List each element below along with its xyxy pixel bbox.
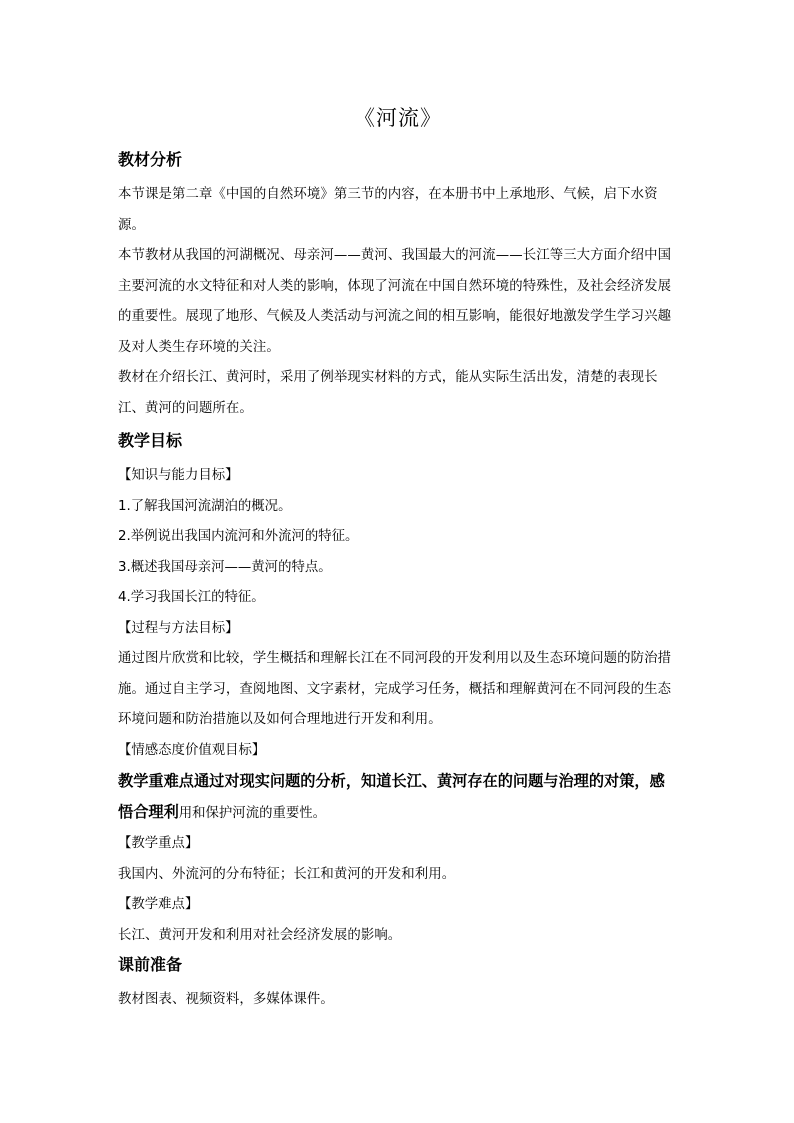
difficult-text: 长江、黄河开发和利用对社会经济发展的影响。 (118, 927, 402, 943)
emotion-bold-text: 教学重难点通过对现实问题的分析，知道长江、黄河存在的问题与治理的对策，感悟合理利 (118, 772, 665, 821)
analysis-paragraph-3: 教材在介绍长江、黄河时，采用了例举现实材料的方式，能从实际生活出发，清楚的表现长江、黄河的问题所在。 (118, 370, 658, 416)
process-label: 【过程与方法目标】 (118, 620, 239, 636)
emotion-normal-text: 用和保护河流的重要性。 (178, 805, 327, 821)
heading-prep: 课前准备 (118, 955, 183, 974)
key-label: 【教学重点】 (118, 836, 199, 851)
emotion-label: 【情感态度价值观目标】 (118, 742, 266, 758)
heading-goals: 教学目标 (118, 431, 183, 450)
process-text: 通过图片欣赏和比较，学生概括和理解长江在不同河段的开发利用以及生态环境问题的防治措施。通过自主学习，查阅地图、文字素材，完成学习任务，概括和理解黄河在不同河段的生态环境问题和防治措施以及如何合理地进行开发和利用。 (118, 651, 672, 727)
key-text: 我国内、外流河的分布特征；长江和黄河的开发和利用。 (118, 866, 456, 882)
knowledge-item-4: 4.学习我国长江的特征。 (118, 590, 265, 605)
knowledge-item-2: 2.举例说出我国内流河和外流河的特征。 (118, 529, 359, 544)
document-title: 《河流》 (354, 106, 442, 130)
prep-text: 教材图表、视频资料，多媒体课件。 (118, 992, 334, 1007)
emotion-text (118, 766, 678, 829)
knowledge-label: 【知识与能力目标】 (118, 468, 239, 483)
document-page (118, 102, 678, 1016)
difficult-label: 【教学难点】 (118, 897, 199, 912)
knowledge-item-3: 3.概述我国母亲河——黄河的特点。 (118, 559, 332, 575)
analysis-paragraph-2: 本节教材从我国的河湖概况、母亲河——黄河、我国最大的河流——长江等三大方面介绍中国主要河流的水文特征和对人类的影响，体现了河流在中国自然环境的特殊性，及社会经济发展的重要性。展现了地形、气候及人类活动与河流之间的相互影响，能很好地激发学生学习兴趣及对人类生存环境的关注。 (118, 248, 672, 355)
knowledge-item-1: 1.了解我国河流湖泊的概况。 (118, 498, 292, 514)
analysis-paragraph-1: 本节课是第二章《中国的自然环境》第三节的内容，在本册书中上承地形、气候，启下水资源。 (118, 187, 658, 233)
heading-analysis: 教材分析 (118, 150, 183, 169)
